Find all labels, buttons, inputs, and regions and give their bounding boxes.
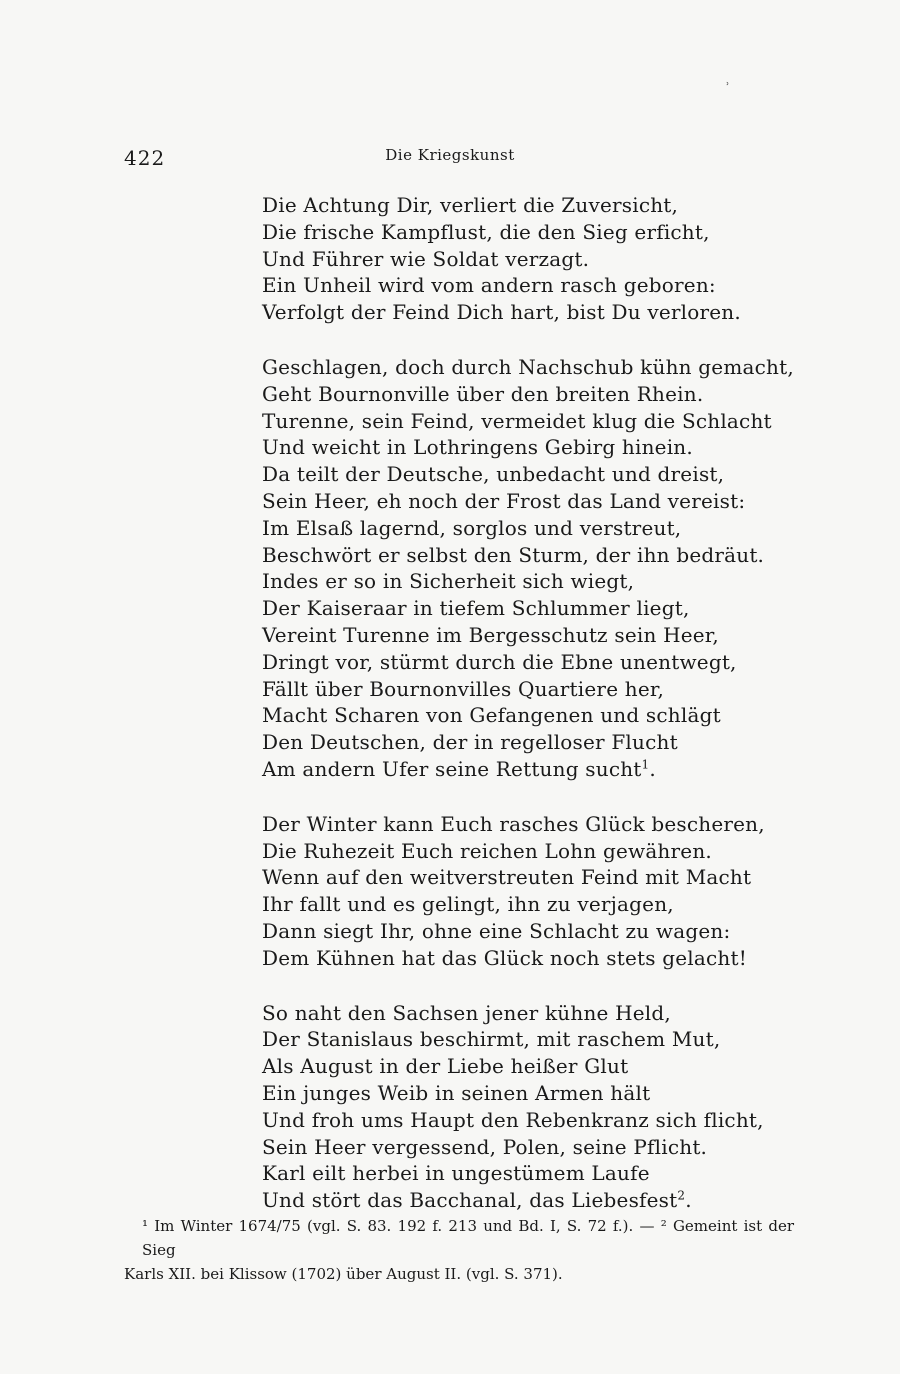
verse-line xyxy=(262,864,822,891)
verse-text: Karl eilt herbei in ungestümem Laufe xyxy=(262,1161,650,1186)
verse-text: Dringt vor, stürmt durch die Ebne unentwegt, xyxy=(262,649,737,674)
verse-text: Da teilt der Deutsche, unbedacht und dreist, xyxy=(262,462,725,487)
verse-text: Ein junges Weib in seinen Armen hält xyxy=(262,1080,651,1105)
verse-text: Ein Unheil wird vom andern rasch geboren: xyxy=(262,273,716,298)
verse-text: So naht den Sachsen jener kühne Held, xyxy=(262,1000,671,1025)
verse-text: Den Deutschen, der in regelloser Flucht xyxy=(262,730,678,755)
verse-line xyxy=(262,918,822,945)
verse-line xyxy=(262,622,822,649)
verse-text: Geschlagen, doch durch Nachschub kühn gemacht, xyxy=(262,354,794,379)
verse-text: Vereint Turenne im Bergesschutz sein Heer, xyxy=(262,622,719,647)
verse-text: Der Stanislaus beschirmt, mit raschem Mut, xyxy=(262,1027,721,1052)
footnote-ref: 2 xyxy=(677,1188,686,1203)
verse-line xyxy=(262,272,822,299)
verse-line xyxy=(262,299,822,326)
stanza xyxy=(262,192,822,326)
verse-text: Der Kaiseraar in tiefem Schlummer liegt, xyxy=(262,596,690,621)
footnote-ref: 1 xyxy=(641,757,650,772)
footnote-line-2: Karls XII. bei Klissow (1702) über August II. (vgl. S. 371). xyxy=(124,1265,563,1283)
verse-text: Die Ruhezeit Euch reichen Lohn gewähren. xyxy=(262,838,712,863)
verse-text: Im Elsaß lagernd, sorglos und verstreut, xyxy=(262,515,682,540)
verse-text: Der Winter kann Euch rasches Glück bescheren, xyxy=(262,811,765,836)
corner-mark: ʾ xyxy=(726,80,730,94)
period: . xyxy=(685,1188,692,1213)
verse-line xyxy=(262,891,822,918)
verse-line xyxy=(262,408,822,435)
verse-line xyxy=(262,676,822,703)
verse-line xyxy=(262,542,822,569)
verse-text: Dem Kühnen hat das Glück noch stets gelacht! xyxy=(262,945,747,970)
verse-text: Und stört das Bacchanal, das Liebesfest xyxy=(262,1188,678,1213)
verse-text: Und froh ums Haupt den Rebenkranz sich flicht, xyxy=(262,1107,764,1132)
stanza xyxy=(262,354,822,783)
stanza xyxy=(262,1000,822,1214)
verse-line xyxy=(262,729,822,756)
verse-text: Fällt über Bournonvilles Quartiere her, xyxy=(262,676,665,701)
verse-text: Und Führer wie Soldat verzagt. xyxy=(262,246,590,271)
verse-text: Als August in der Liebe heißer Glut xyxy=(262,1054,629,1079)
verse-text: Verfolgt der Feind Dich hart, bist Du verloren. xyxy=(262,300,741,325)
verse-line xyxy=(262,702,822,729)
verse-line xyxy=(262,461,822,488)
verse-text: Die Achtung Dir, verliert die Zuversicht, xyxy=(262,193,679,217)
verse-line xyxy=(262,1053,822,1080)
poem xyxy=(262,192,822,1242)
verse-line xyxy=(262,945,822,972)
verse-line xyxy=(262,1160,822,1187)
verse-text: Wenn auf den weitverstreuten Feind mit Macht xyxy=(262,865,752,890)
verse-line xyxy=(262,1080,822,1107)
verse-line xyxy=(262,595,822,622)
verse-line xyxy=(262,246,822,273)
verse-line xyxy=(262,568,822,595)
verse-line xyxy=(262,1107,822,1134)
verse-text: Beschwört er selbst den Sturm, der ihn bedräut. xyxy=(262,542,765,567)
verse-line xyxy=(262,756,822,783)
verse-line xyxy=(262,488,822,515)
verse-line xyxy=(262,1026,822,1053)
verse-line xyxy=(262,192,822,219)
verse-text: Am andern Ufer seine Rettung sucht xyxy=(262,756,642,781)
verse-text: Dann siegt Ihr, ohne eine Schlacht zu wagen: xyxy=(262,918,731,943)
verse-line xyxy=(262,1187,822,1214)
verse-text: Indes er so in Sicherheit sich wiegt, xyxy=(262,569,635,594)
verse-line xyxy=(262,354,822,381)
footnotes xyxy=(124,1214,794,1286)
verse-line xyxy=(262,381,822,408)
verse-line xyxy=(262,649,822,676)
verse-line xyxy=(262,434,822,461)
page-number: 422 xyxy=(124,146,166,170)
verse-text: Macht Scharen von Gefangenen und schlägt xyxy=(262,703,721,728)
verse-text: Geht Bournonville über den breiten Rhein. xyxy=(262,381,704,406)
stanza xyxy=(262,811,822,972)
verse-line xyxy=(262,515,822,542)
verse-text: Ihr fallt und es gelingt, ihn zu verjagen, xyxy=(262,892,674,917)
verse-text: Turenne, sein Feind, vermeidet klug die Schlacht xyxy=(262,408,772,433)
verse-text: Sein Heer vergessend, Polen, seine Pflicht. xyxy=(262,1134,708,1159)
verse-line xyxy=(262,219,822,246)
verse-line xyxy=(262,1134,822,1161)
verse-text: Und weicht in Lothringens Gebirg hinein. xyxy=(262,435,693,460)
period: . xyxy=(649,756,656,781)
verse-text: Die frische Kampflust, die den Sieg erficht, xyxy=(262,219,710,244)
verse-line xyxy=(262,838,822,865)
running-title: Die Kriegskunst xyxy=(385,146,515,164)
verse-line xyxy=(262,811,822,838)
verse-line xyxy=(262,1000,822,1027)
verse-text: Sein Heer, eh noch der Frost das Land vereist: xyxy=(262,488,746,513)
footnote-line-1: ¹ Im Winter 1674/75 (vgl. S. 83. 192 f. 213 und Bd. I, S. 72 f.). — ² Gemeint ist der Sieg xyxy=(142,1217,794,1259)
